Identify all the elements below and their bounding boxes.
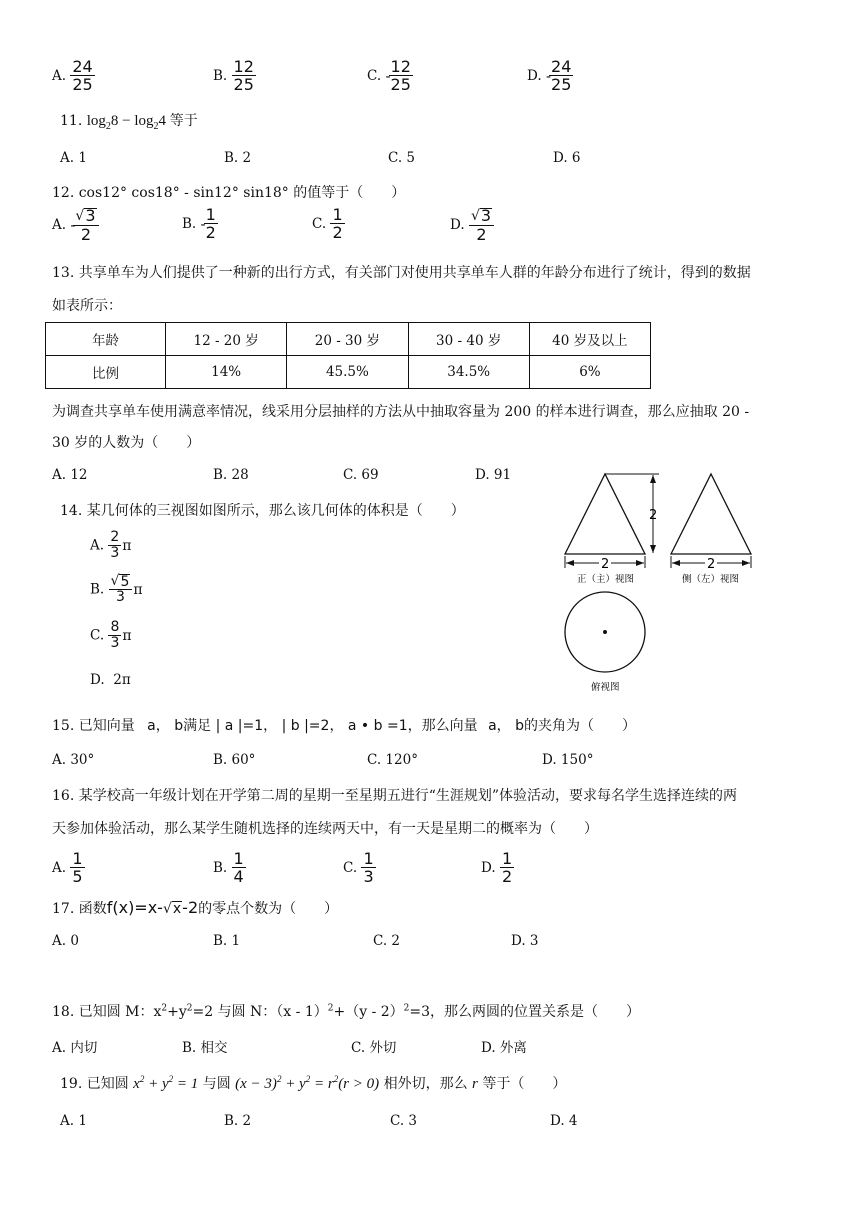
side-view-label: 侧（左）视图 — [682, 574, 740, 585]
q12-option-c: C. $\frac{1}{2}$ — [312, 205, 343, 242]
q12-text: 12. cos12° cos18° - sin12° sin18° 的值等于（ ） — [52, 185, 406, 201]
q11-option-a: A. 1 — [60, 150, 87, 166]
q16-option-d: D. $\frac{1}{2}$ — [481, 849, 513, 886]
q12-option-b: B. - $\frac{1}{2}$ — [182, 205, 216, 242]
q19-option-c: C. 3 — [390, 1113, 418, 1129]
q13-option-d: D. 91 — [475, 467, 512, 483]
q12-option-a: A. - √ 3 2 — [52, 206, 99, 244]
q18-option-d: D. 外离 — [481, 1040, 527, 1056]
q10-c-fraction: $\frac{12}{25}$ — [390, 57, 411, 94]
q10-option-d: D. - $\frac{24}{25}$ — [527, 57, 572, 94]
q19-option-d: D. 4 — [550, 1113, 578, 1129]
q18-text: 18. 已知圆 M：$x^2+y^2=2$ 与圆 N：（x - 1）$^2$+（y - 2）$^2$=3，那么两圆的位置关系是（ ） — [52, 1003, 641, 1020]
q16-line2: 天参加体验活动，那么某学生随机选择的连续两天中，有一天是星期二的概率为（ ） — [52, 821, 598, 837]
q14-text: 14. 某几何体的三视图如图所示，那么该几何体的体积是（ ） — [60, 503, 465, 519]
q17-option-a: A. 0 — [52, 933, 79, 949]
q16-option-b: B. $\frac{1}{4}$ — [213, 849, 244, 886]
q18-option-a: A. 内切 — [52, 1040, 98, 1056]
q13-line3: 为调查共享单车使用满意率情况，线采用分层抽样的方法从中抽取容量为 200 的样本进行调查，那么应抽取 20 - — [52, 404, 750, 420]
q19-option-b: B. 2 — [224, 1113, 252, 1129]
q15-text: 15. 已知向量 a， b满足 | a |=1， | b |=2， a • b =1，那么向量 a， b的夹角为（ ） — [52, 718, 636, 734]
q15-option-c: C. 120° — [367, 752, 418, 768]
q13-line4: 30 岁的人数为（ ） — [52, 435, 201, 451]
q14-option-c: C. $\frac{8}{3}$ π — [90, 619, 132, 651]
q13-option-b: B. 28 — [213, 467, 249, 483]
q19-text: 19. 已知圆 $x^2 + y^2 = 1$ 与圆 $(x - 3)^2 + y^2 = r^2(r > 0)$ 相外切，那么 r 等于（ ） — [60, 1074, 567, 1092]
q11-option-d: D. 6 — [553, 150, 581, 166]
q13-line1: 13. 共享单车为人们提供了一种新的出行方式，有关部门对使用共享单车人群的年龄分布进行了统计，得到的数据 — [52, 265, 751, 281]
q10-option-a: A. $\frac{24}{25}$ — [52, 57, 93, 94]
q10-option-c: C. - $\frac{12}{25}$ — [367, 57, 411, 94]
q17-option-d: D. 3 — [511, 933, 539, 949]
three-view-figure — [555, 468, 765, 698]
q10-option-b: B. $\frac{12}{25}$ — [213, 57, 254, 94]
q14-option-a: A. $\frac{2}{3}$ π — [90, 529, 132, 561]
q17-text: 17. 函数f(x)=x- √ x -2的零点个数为（ ） — [52, 898, 339, 917]
q16-option-a: A. $\frac{1}{5}$ — [52, 849, 83, 886]
q14-option-b: B. √ 5 3 π — [90, 573, 143, 605]
q19-option-a: A. 1 — [60, 1113, 87, 1129]
top-view-label: 俯视图 — [591, 682, 620, 693]
side-view-triangle — [671, 474, 751, 554]
q16-option-c: C. $\frac{1}{3}$ — [343, 849, 374, 886]
q10-b-fraction: $\frac{12}{25}$ — [233, 57, 254, 94]
q13-option-a: A. 12 — [52, 467, 88, 483]
q15-option-b: B. 60° — [213, 752, 256, 768]
q17-option-c: C. 2 — [373, 933, 401, 949]
q14-option-d: D. 2π — [90, 672, 131, 688]
q10-d-fraction: $\frac{24}{25}$ — [551, 57, 572, 94]
height-dim-label: 2 — [649, 508, 658, 523]
q18-option-b: B. 相交 — [182, 1040, 228, 1056]
q10-a-fraction: $\frac{24}{25}$ — [72, 57, 93, 94]
q16-line1: 16. 某学校高一年级计划在开学第二周的星期一至星期五进行“生涯规划”体验活动，要求每名学生选择连续的两 — [52, 788, 738, 804]
q15-option-a: A. 30° — [52, 752, 95, 768]
q18-option-c: C. 外切 — [351, 1040, 397, 1056]
front-width-dim-label: 2 — [601, 557, 610, 572]
side-width-dim-label: 2 — [707, 557, 716, 572]
q13-line2: 如表所示： — [52, 298, 122, 314]
top-view-center-dot — [603, 630, 607, 634]
age-table — [45, 322, 651, 389]
table-row: 年龄 12 - 20 岁 20 - 30 岁 30 - 40 岁 40 岁及以上 — [46, 323, 651, 356]
front-view-triangle — [565, 474, 645, 554]
q11-option-b: B. 2 — [224, 150, 252, 166]
q11-option-c: C. 5 — [388, 150, 416, 166]
table-row: 比例 14% 45.5% 34.5% 6% — [46, 356, 651, 389]
front-view-label: 正（主）视图 — [577, 574, 635, 585]
q15-option-d: D. 150° — [542, 752, 594, 768]
q12-option-d: D. √ 3 2 — [450, 206, 494, 244]
q13-option-c: C. 69 — [343, 467, 379, 483]
q11-text: 11. $\log_28 - \log_24$ 等于 — [60, 113, 198, 132]
q17-option-b: B. 1 — [213, 933, 241, 949]
